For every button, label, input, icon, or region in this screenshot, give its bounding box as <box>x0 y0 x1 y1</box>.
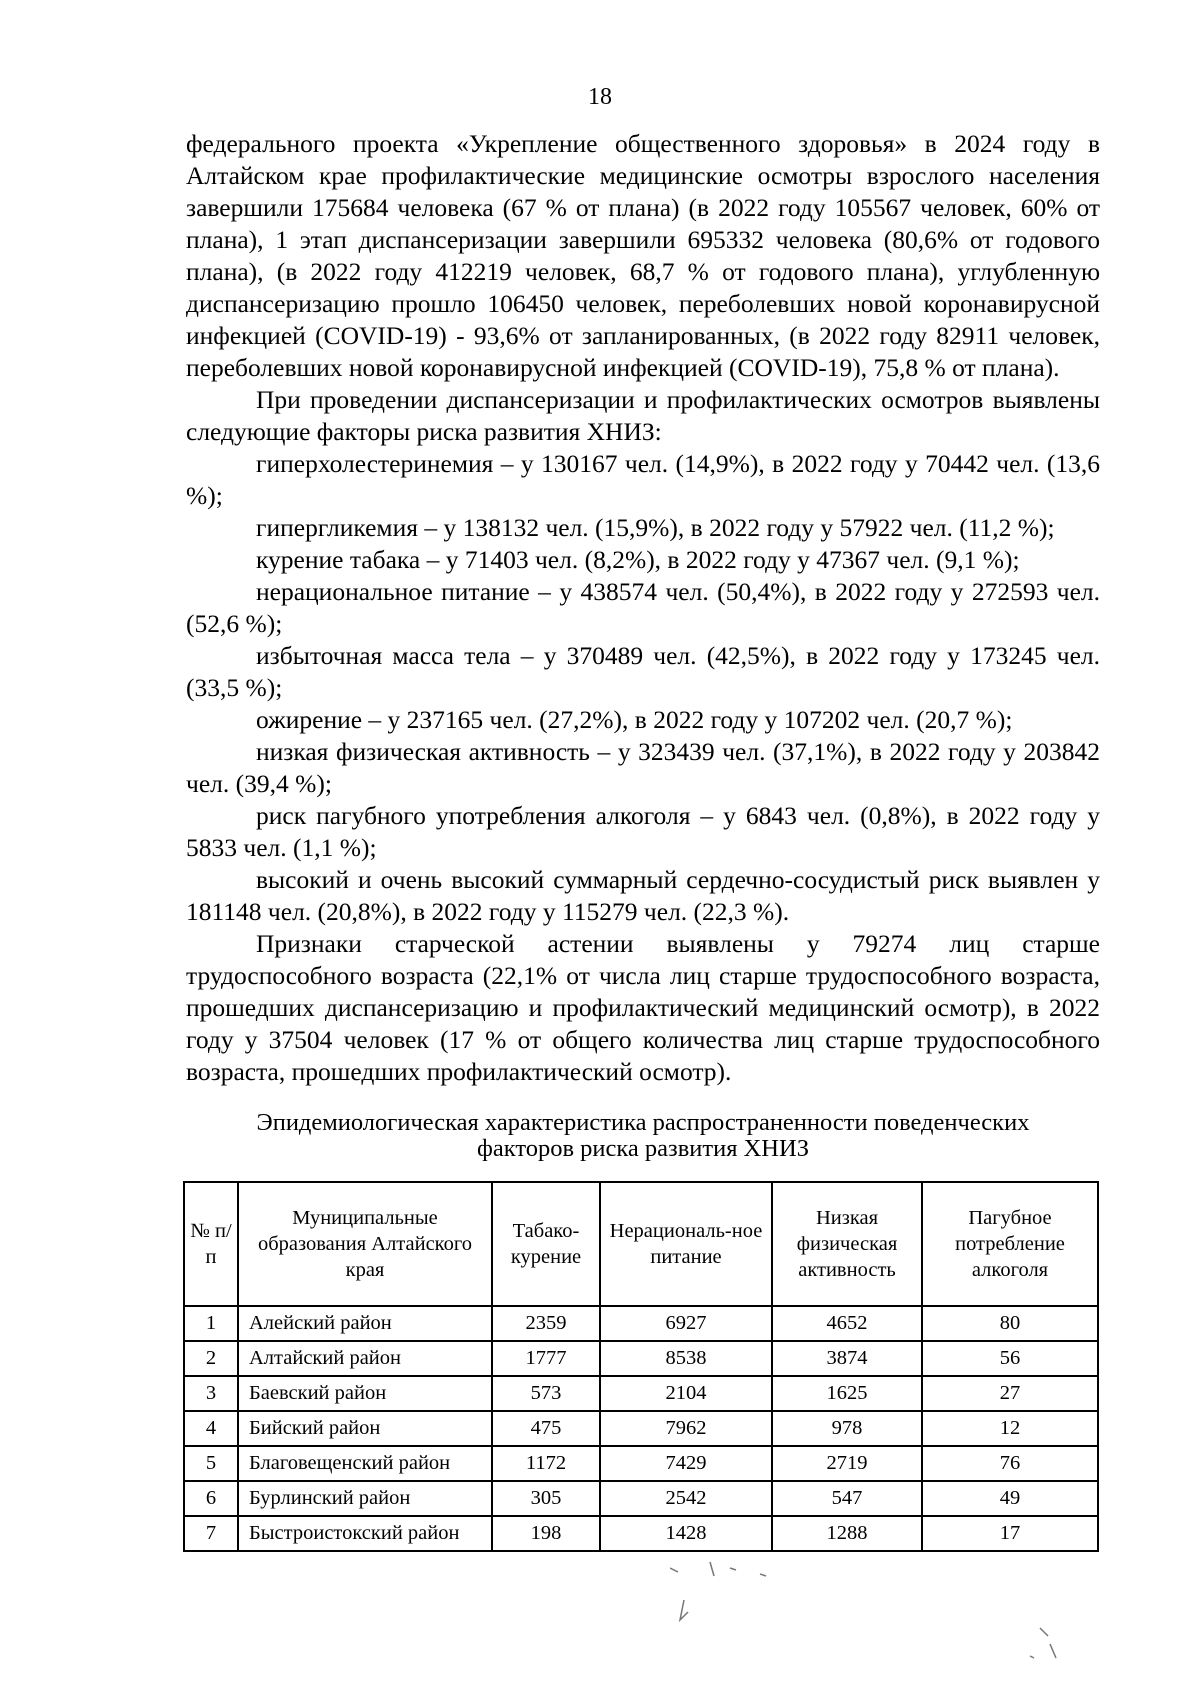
cell-smoking: 1172 <box>492 1446 600 1481</box>
cell-alcohol: 49 <box>922 1481 1098 1516</box>
table-title-line-1: Эпидемиологическая характеристика распространенности поведенческих <box>256 1109 1030 1136</box>
cell-activity: 1625 <box>772 1376 922 1411</box>
cell-num: 5 <box>184 1446 238 1481</box>
scan-marks <box>670 1560 1110 1670</box>
cell-alcohol: 76 <box>922 1446 1098 1481</box>
cell-nutrition: 8538 <box>600 1341 772 1376</box>
cell-alcohol: 56 <box>922 1341 1098 1376</box>
header-activity: Низкая физическая активность <box>772 1182 922 1306</box>
cell-num: 2 <box>184 1341 238 1376</box>
cell-smoking: 475 <box>492 1411 600 1446</box>
cell-activity: 978 <box>772 1411 922 1446</box>
cell-alcohol: 12 <box>922 1411 1098 1446</box>
header-num: № п/п <box>184 1182 238 1306</box>
cell-name: Быстроистокский район <box>238 1516 492 1551</box>
cell-smoking: 1777 <box>492 1341 600 1376</box>
header-smoking: Табако-курение <box>492 1182 600 1306</box>
header-municipality: Муниципальные образования Алтайского края <box>238 1182 492 1306</box>
header-nutrition: Нерациональ-ное питание <box>600 1182 772 1306</box>
cell-nutrition: 2542 <box>600 1481 772 1516</box>
risk-factors-table <box>183 1181 1099 1552</box>
table-row <box>184 1306 1098 1341</box>
paragraph-risk-factors-intro: При проведении диспансеризации и профилактических осмотров выявлены следующие факторы риска развития ХНИЗ: <box>186 385 1100 446</box>
cell-smoking: 573 <box>492 1376 600 1411</box>
risk-item-obesity: ожирение – у 237165 чел. (27,2%), в 2022 году у 107202 чел. (20,7 %); <box>256 705 1013 734</box>
cell-num: 1 <box>184 1306 238 1341</box>
cell-name: Бурлинский район <box>238 1481 492 1516</box>
cell-num: 3 <box>184 1376 238 1411</box>
cell-alcohol: 17 <box>922 1516 1098 1551</box>
cell-name: Алейский район <box>238 1306 492 1341</box>
cell-num: 7 <box>184 1516 238 1551</box>
table-row <box>184 1446 1098 1481</box>
cell-activity: 1288 <box>772 1516 922 1551</box>
body-text <box>186 128 1100 1088</box>
risk-item-low-activity: низкая физическая активность – у 323439 чел. (37,1%), в 2022 году у 203842 чел. (39,4 %); <box>186 737 1100 798</box>
page-number: 18 <box>588 84 612 110</box>
cell-name: Алтайский район <box>238 1341 492 1376</box>
risk-item-hypercholesterolemia: гиперхолестеринемия – у 130167 чел. (14,9%), в 2022 году у 70442 чел. (13,6 %); <box>186 449 1100 510</box>
cell-name: Бийский район <box>238 1411 492 1446</box>
cell-alcohol: 27 <box>922 1376 1098 1411</box>
cell-smoking: 198 <box>492 1516 600 1551</box>
table-row <box>184 1481 1098 1516</box>
cell-nutrition: 6927 <box>600 1306 772 1341</box>
risk-item-excess-weight: избыточная масса тела – у 370489 чел. (42,5%), в 2022 году у 173245 чел. (33,5 %); <box>186 641 1100 702</box>
cell-activity: 3874 <box>772 1341 922 1376</box>
table-row <box>184 1376 1098 1411</box>
cell-activity: 4652 <box>772 1306 922 1341</box>
cell-alcohol: 80 <box>922 1306 1098 1341</box>
table-title <box>186 1110 1100 1162</box>
cell-name: Баевский район <box>238 1376 492 1411</box>
cell-smoking: 305 <box>492 1481 600 1516</box>
cell-nutrition: 2104 <box>600 1376 772 1411</box>
cell-nutrition: 7429 <box>600 1446 772 1481</box>
table-row <box>184 1411 1098 1446</box>
cell-nutrition: 1428 <box>600 1516 772 1551</box>
cell-activity: 547 <box>772 1481 922 1516</box>
table-row <box>184 1341 1098 1376</box>
risk-item-smoking: курение табака – у 71403 чел. (8,2%), в 2022 году у 47367 чел. (9,1 %); <box>256 545 1020 574</box>
cell-num: 6 <box>184 1481 238 1516</box>
risk-item-hyperglycemia: гипергликемия – у 138132 чел. (15,9%), в 2022 году у 57922 чел. (11,2 %); <box>256 513 1055 542</box>
risk-item-nutrition: нерациональное питание – у 438574 чел. (50,4%), в 2022 году у 272593 чел. (52,6 %); <box>186 577 1100 638</box>
risk-item-alcohol: риск пагубного употребления алкоголя – у 6843 чел. (0,8%), в 2022 году у 5833 чел. (1,1 %); <box>186 801 1100 862</box>
paragraph-federal-project: федерального проекта «Укрепление общественного здоровья» в 2024 году в Алтайском крае профилактические медицинские осмотры взрослого населения завершили 175684 человека (67 % от плана) (в 2022 году 105567 человек, 60% от плана), 1 этап диспансеризации завершили 695332 человека (80,6% от годового плана), (в 2022 году 412219 человек, 68,7 % от годового плана), углубленную диспансеризацию прошло 106450 человек, переболевших новой коронавирусной инфекцией (COVID-19) - 93,6% от запланированных, (в 2022 году 82911 человек, переболевших новой коронавирусной инфекцией (COVID-19), 75,8 % от плана). <box>186 129 1100 382</box>
header-alcohol: Пагубное потребление алкоголя <box>922 1182 1098 1306</box>
table-row <box>184 1516 1098 1551</box>
table-title-line-2: факторов риска развития ХНИЗ <box>477 1135 809 1162</box>
cell-activity: 2719 <box>772 1446 922 1481</box>
table-header-row <box>184 1182 1098 1306</box>
cell-smoking: 2359 <box>492 1306 600 1341</box>
paragraph-senile-asthenia: Признаки старческой астении выявлены у 79274 лиц старше трудоспособного возраста (22,1% от числа лиц старше трудоспособного возраста, прошедших диспансеризацию и профилактический медицинский осмотр), в 2022 году у 37504 человек (17 % от общего количества лиц старше трудоспособного возраста, прошедших профилактический осмотр). <box>186 929 1100 1086</box>
cell-name: Благовещенский район <box>238 1446 492 1481</box>
cell-num: 4 <box>184 1411 238 1446</box>
cell-nutrition: 7962 <box>600 1411 772 1446</box>
risk-item-cardiovascular: высокий и очень высокий суммарный сердечно-сосудистый риск выявлен у 181148 чел. (20,8%), в 2022 году у 115279 чел. (22,3 %). <box>186 865 1100 926</box>
